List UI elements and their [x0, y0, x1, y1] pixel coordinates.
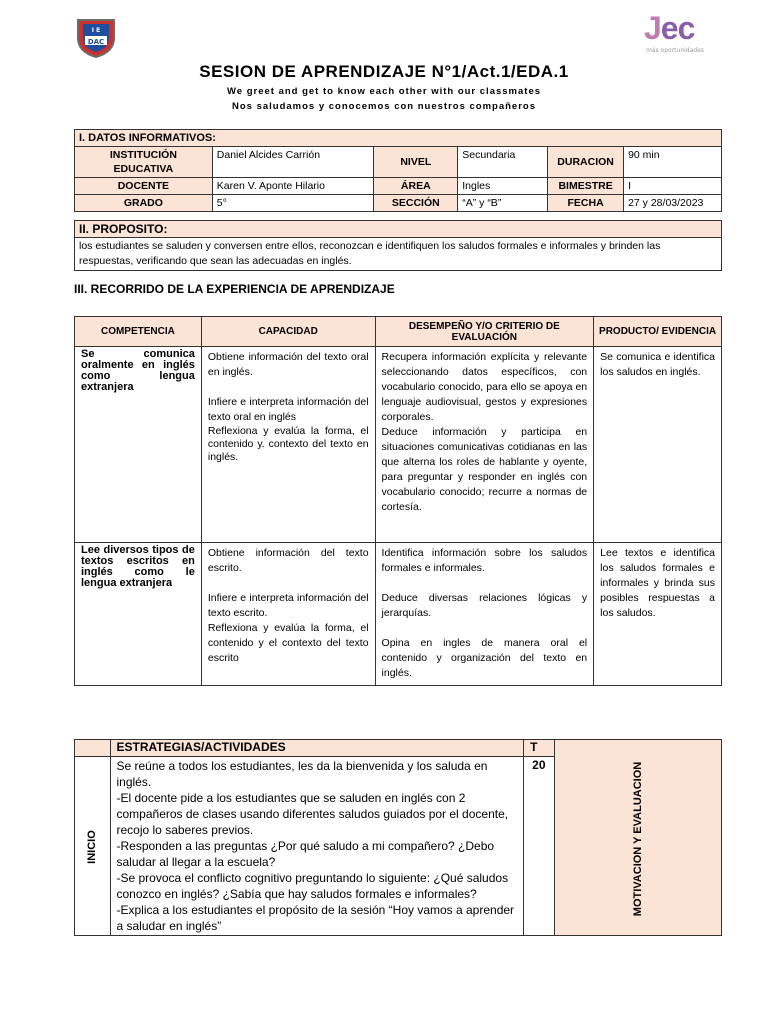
motivacion-evaluacion-label: [554, 740, 721, 936]
desempeno-item: Deduce diversas relaciones lógicas y jerarquías.: [381, 592, 588, 619]
fecha-value: 27 y 28/03/2023: [624, 195, 722, 212]
seccion-label: SECCIÓN: [374, 195, 458, 212]
fecha-label: FECHA: [548, 195, 624, 212]
time-header: T: [524, 740, 554, 757]
desempeno-cell: [375, 347, 594, 543]
desempeno-item: Opina en ingles de manera oral el contenido y organización del texto en inglés.: [381, 637, 588, 679]
proposito-heading: II. PROPOSITO:: [75, 221, 722, 238]
producto-cell: Lee textos e identifica los saludos formales e informales y brinda sus posibles respuestas a los saludos.: [594, 543, 722, 686]
competencia-cell: Se comunica oralmente en inglés como lengua extranjera: [75, 347, 202, 543]
docente-value: Karen V. Aponte Hilario: [212, 178, 374, 195]
estrategias-heading: ESTRATEGIAS/ACTIVIDADES: [110, 740, 524, 757]
activity-item: -Explica a los estudiantes el propósito de la sesión “Hoy vamos a aprender a saludar en inglés”: [116, 903, 515, 933]
bimestre-value: I: [624, 178, 722, 195]
seccion-value: “A” y “B”: [458, 195, 548, 212]
capacidad-item: Infiere e interpreta información del texto escrito.: [207, 592, 369, 619]
producto-cell: Se comunica e identifica los saludos en inglés.: [594, 347, 722, 543]
crest-top-text: I E: [91, 27, 101, 34]
activity-item: -Responden a las preguntas ¿Por qué saludo a mi compañero? ¿Debo saludar al llegar a la escuela?: [116, 839, 495, 869]
phase-label: [75, 757, 111, 936]
institucion-label: INSTITUCIÓN EDUCATIVA: [75, 147, 213, 178]
phase-inicio-text: INICIO: [86, 830, 99, 864]
col-capacidad: CAPACIDAD: [201, 317, 375, 347]
proposito-table: [74, 220, 722, 271]
capacidad-item: Obtiene información del texto oral en inglés.: [207, 351, 369, 378]
recorrido-heading: III. RECORRIDO DE LA EXPERIENCIA DE APRENDIZAJE: [74, 282, 395, 296]
nivel-value: Secundaria: [458, 147, 548, 178]
subtitle-spanish: Nos saludamos y conocemos con nuestros compañeros: [232, 101, 536, 112]
capacidad-cell: [201, 347, 375, 543]
competencia-cell: Lee diversos tipos de textos escritos en inglés como le lengua extranjera: [75, 543, 202, 686]
proposito-text: los estudiantes se saluden y conversen entre ellos, reconozcan e identifiquen los saludos formales e informales y brinden las respuestas, verificando que sean las adecuadas en inglés.: [75, 238, 722, 271]
subtitle-english: We greet and get to know each other with our classmates: [226, 86, 542, 97]
capacidad-item: Reflexiona y evalúa la forma, el contenido y el contexto del texto escrito: [207, 622, 369, 664]
bimestre-label: BIMESTRE: [548, 178, 624, 195]
docente-label: DOCENTE: [75, 178, 213, 195]
time-value: 20: [524, 757, 554, 936]
estrategias-table: [74, 739, 722, 936]
col-desempeno: DESEMPEÑO Y/O CRITERIO DE EVALUACIÓN: [375, 317, 594, 347]
institucion-value: Daniel Alcides Carrión: [212, 147, 374, 178]
page-title: SESION DE APRENDIZAJE N°1/Act.1/EDA.1: [199, 62, 569, 81]
capacidad-item: Obtiene información del texto escrito.: [207, 547, 369, 574]
crest-text: DAC: [87, 38, 105, 46]
desempeno-item: Identifica información sobre los saludos formales e informales.: [381, 547, 588, 574]
activity-item: Se reúne a todos los estudiantes, les da la bienvenida y los saluda en inglés.: [116, 759, 488, 789]
col-producto: PRODUCTO/ EVIDENCIA: [594, 317, 722, 347]
recorrido-table: [74, 316, 722, 686]
area-value: Ingles: [458, 178, 548, 195]
duracion-value: 90 min: [624, 147, 722, 178]
jec-logo-tagline: más oportunidades: [646, 47, 704, 54]
desempeno-item: Recupera información explícita y relevante seleccionando datos específicos, con vocabulario conocido, para ello se apoya en lenguaje audiovisual, gestos y expresiones corporales.: [381, 351, 588, 423]
school-crest-logo: [74, 14, 118, 58]
duracion-label: DURACION: [548, 147, 624, 178]
activity-item: -El docente pide a los estudiantes que se saluden en inglés con 2 compañeros de clases usando diferentes saludos guiados por el docente, recojo lo saberes previos.: [116, 791, 509, 837]
capacidad-item: Reflexiona y evalúa la forma, el contenido y. contexto del texto en inglés.: [207, 425, 369, 463]
activities-cell: [110, 757, 524, 936]
desempeno-item: Deduce información y participa en situaciones comunicativas cotidianas en las que alterna los roles de hablante y oyente, para preguntar y responder en inglés con vocabulario conocido; recurre a normas de cortesía.: [381, 426, 588, 513]
jec-logo-word: Jec: [644, 10, 695, 46]
area-label: ÁREA: [374, 178, 458, 195]
col-competencia: COMPETENCIA: [75, 317, 202, 347]
capacidad-cell: [201, 543, 375, 686]
motivacion-evaluacion-text: MOTIVACION Y EVALUACION: [631, 761, 644, 916]
header-blank-cell: [75, 740, 111, 757]
capacidad-item: Infiere e interpreta información del texto oral en inglés: [207, 396, 369, 423]
activity-item: -Se provoca el conflicto cognitivo preguntando lo siguiente: ¿Qué saludos conozco en inglés? ¿Sabía que hay saludos formales e informales?: [116, 871, 509, 901]
grado-value: 5°: [212, 195, 374, 212]
jec-logo: [640, 12, 720, 58]
datos-informativos-table: [74, 129, 722, 212]
nivel-label: NIVEL: [374, 147, 458, 178]
desempeno-cell: [375, 543, 594, 686]
grado-label: GRADO: [75, 195, 213, 212]
datos-heading: I. DATOS INFORMATIVOS:: [75, 130, 722, 147]
